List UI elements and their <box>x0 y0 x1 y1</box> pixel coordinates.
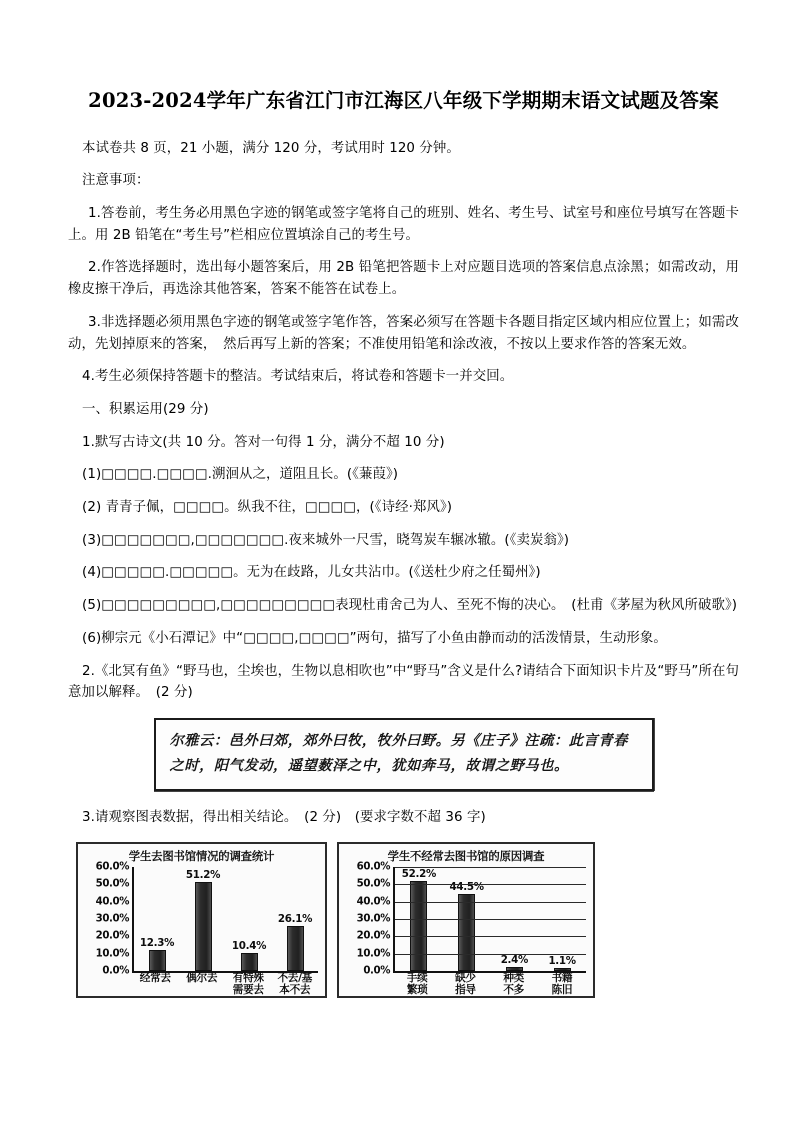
chart-2-xlabel <box>538 973 586 997</box>
chart-1-xlabel <box>225 973 272 997</box>
chart-title-1: 学生去图书馆情况的调查统计 <box>128 849 275 864</box>
chart-1-bar-column <box>272 867 318 971</box>
chart-2-data-label: 52.2% <box>401 867 436 880</box>
chart-2-y-axis <box>346 861 393 977</box>
question-2-stem: 2.《北冥有鱼》“野马也，尘埃也，生物以息相吹也”中“野马”含义是什么?请结合下面知识卡片及“野马”所在句意加以解释。 (2 分) <box>68 663 739 701</box>
chart-1-ytick: 60.0% <box>95 861 129 873</box>
notice-item-4: 4.考生必须保持答题卡的整洁。考试结束后，将试卷和答题卡一并交回。 <box>82 369 514 385</box>
chart-title-2: 学生不经常去图书馆的原因调查 <box>387 849 545 864</box>
charts-row <box>68 842 739 998</box>
chart-1-xlabel-line: 经常去 <box>139 972 171 985</box>
chart-2-gridline <box>395 884 586 885</box>
chart-1-ytick: 30.0% <box>95 913 129 925</box>
chart-1-bar-column <box>180 867 226 971</box>
chart-1-data-label: 12.3% <box>139 936 175 949</box>
chart-1-bar-column <box>134 867 180 971</box>
question-1-item-1: (1)□□□□.□□□□.溯洄从之，道阻且长。(《蒹葭》) <box>82 467 399 483</box>
chart-1-data-label: 26.1% <box>277 912 313 925</box>
chart-2-bar <box>458 894 475 971</box>
chart-2-xlabel-line: 陈旧 <box>551 983 573 996</box>
chart-plot-1 <box>85 861 318 996</box>
chart-2-bar <box>506 967 523 971</box>
knowledge-card-wrapper <box>68 718 739 791</box>
question-1-item-4: (4)□□□□□.□□□□□。无为在歧路，儿女共沾巾。(《送杜少府之任蜀州》) <box>82 565 541 581</box>
question-1-stem: 1.默写古诗文(共 10 分。答对一句得 1 分，满分不超 10 分) <box>82 434 445 450</box>
chart-2-ytick: 40.0% <box>356 896 390 908</box>
chart-2-xlabel-line: 繁琐 <box>406 983 428 996</box>
chart-1-xlabel <box>132 973 179 997</box>
chart-1-xlabel-line: 需要去 <box>232 983 264 996</box>
chart-1-data-label: 10.4% <box>231 940 267 953</box>
notice-heading: 注意事项： <box>82 173 150 189</box>
section-heading-one: 一、积累运用(29 分) <box>82 401 209 417</box>
chart-library-visit-frequency <box>76 842 327 998</box>
chart-2-data-label: 2.4% <box>500 953 529 966</box>
chart-2-xlabel-line: 缺少 <box>455 972 476 985</box>
knowledge-card-line-2: 之时，阳气发动，遥望薮泽之中，犹如奔马，故谓之野马也。 <box>169 757 569 774</box>
chart-2-gridline <box>395 867 586 868</box>
chart-1-xlabel <box>272 973 319 997</box>
chart-2-x-labels <box>393 973 586 997</box>
chart-library-nonvisit-reasons <box>337 842 595 998</box>
chart-2-ytick: 30.0% <box>356 913 390 925</box>
chart-1-ytick: 40.0% <box>95 896 129 908</box>
chart-1-y-axis <box>85 861 132 977</box>
chart-2-ytick: 20.0% <box>356 930 390 942</box>
chart-2-ytick: 0.0% <box>363 965 390 977</box>
exam-intro-line: 本试卷共 8 页，21 小题，满分 120 分，考试用时 120 分钟。 <box>82 140 460 156</box>
chart-2-ytick: 10.0% <box>356 948 390 960</box>
chart-1-bar <box>149 950 166 971</box>
chart-2-gridline <box>395 936 586 937</box>
chart-2-gridline <box>395 954 586 955</box>
chart-2-ytick: 60.0% <box>356 861 390 873</box>
notice-item-2: 2.作答选择题时，选出每小题答案后，用 2B 铅笔把答题卡上对应题目选项的答案信息点涂黑；如需改动，用橡皮擦干净后，再选涂其他答案，答案不能答在试卷上。 <box>68 260 739 298</box>
page-title: 2023-2024学年广东省江门市江海区八年级下学期期末语文试题及答案 <box>88 89 719 112</box>
question-3-stem: 3.请观察图表数据，得出相关结论。 (2 分) (要求字数不超 36 字) <box>82 809 486 825</box>
chart-1-xlabel-line: 本不去 <box>279 983 311 996</box>
chart-1-ytick: 20.0% <box>95 930 129 942</box>
chart-1-plot-area <box>132 867 318 973</box>
knowledge-card <box>154 718 654 791</box>
chart-1-bar <box>287 926 304 971</box>
chart-2-xlabel-line: 种类 <box>503 972 524 985</box>
chart-1-bar-column <box>226 867 272 971</box>
chart-1-bars <box>134 867 318 971</box>
chart-1-xlabel-line: 有特殊 <box>232 972 264 985</box>
chart-1-data-label: 51.2% <box>185 869 221 882</box>
chart-2-ytick: 50.0% <box>356 878 390 890</box>
chart-2-plot-area <box>393 867 586 973</box>
chart-2-bar <box>554 968 571 971</box>
chart-1-x-labels <box>132 973 318 997</box>
chart-1-ytick: 0.0% <box>102 965 129 977</box>
chart-2-xlabel-line: 手续 <box>406 972 428 985</box>
chart-2-gridline <box>395 902 586 903</box>
chart-2-xlabel <box>393 973 441 997</box>
chart-1-ytick: 10.0% <box>95 948 129 960</box>
chart-2-gridline <box>395 919 586 920</box>
question-1-item-6: (6)柳宗元《小石潭记》中“□□□□,□□□□”两句，描写了小鱼由静而动的活泼情景，生动形象。 <box>82 630 667 646</box>
chart-plot-2 <box>346 861 586 996</box>
chart-1-ytick: 50.0% <box>95 878 129 890</box>
chart-2-xlabel-line: 指导 <box>455 983 476 996</box>
chart-2-xlabel <box>490 973 538 997</box>
chart-2-data-label: 44.5% <box>449 880 484 893</box>
chart-1-bar <box>241 953 258 971</box>
chart-1-xlabel <box>179 973 226 997</box>
chart-2-bar <box>410 881 427 971</box>
chart-2-xlabel-line: 不多 <box>503 983 524 996</box>
chart-2-data-label: 1.1% <box>548 955 576 968</box>
chart-1-bar <box>195 882 212 971</box>
chart-2-xlabel <box>441 973 489 997</box>
notice-item-1: 1.答卷前，考生务必用黑色字迹的钢笔或签字笔将自己的班别、姓名、考生号、试室号和座位号填写在答题卡上。用 2B 铅笔在“考生号”栏相应位置填涂自己的考生号。 <box>68 206 739 243</box>
question-1-item-2: (2) 青青子佩，□□□□。纵我不往，□□□□，(《诗经·郑风》) <box>82 500 453 516</box>
question-1-item-5: (5)□□□□□□□□□,□□□□□□□□□表现杜甫舍己为人、至死不悔的决心。 (杜甫《茅屋为秋风所破歌》) <box>82 598 738 614</box>
knowledge-card-line-1: 尔雅云：邑外曰郊，郊外曰牧，牧外曰野。另《庄子》注疏：此言青春 <box>169 732 628 749</box>
notice-item-3: 3.非选择题必须用黑色字迹的钢笔或签字笔作答，答案必须写在答题卡各题目指定区域内相应位置上；如需改动，先划掉原来的答案， 然后再写上新的答案；不准使用铅笔和涂改液，不按以上要求作答的答案无效。 <box>68 314 739 352</box>
chart-2-xlabel-line: 书籍 <box>551 972 573 985</box>
chart-1-xlabel-line: 偶尔去 <box>186 972 218 985</box>
chart-1-xlabel-line: 不去/基 <box>277 972 312 985</box>
question-1-item-3: (3)□□□□□□□,□□□□□□□.夜来城外一尺雪，晓驾炭车辗冰辙。(《卖炭翁》) <box>82 532 570 548</box>
